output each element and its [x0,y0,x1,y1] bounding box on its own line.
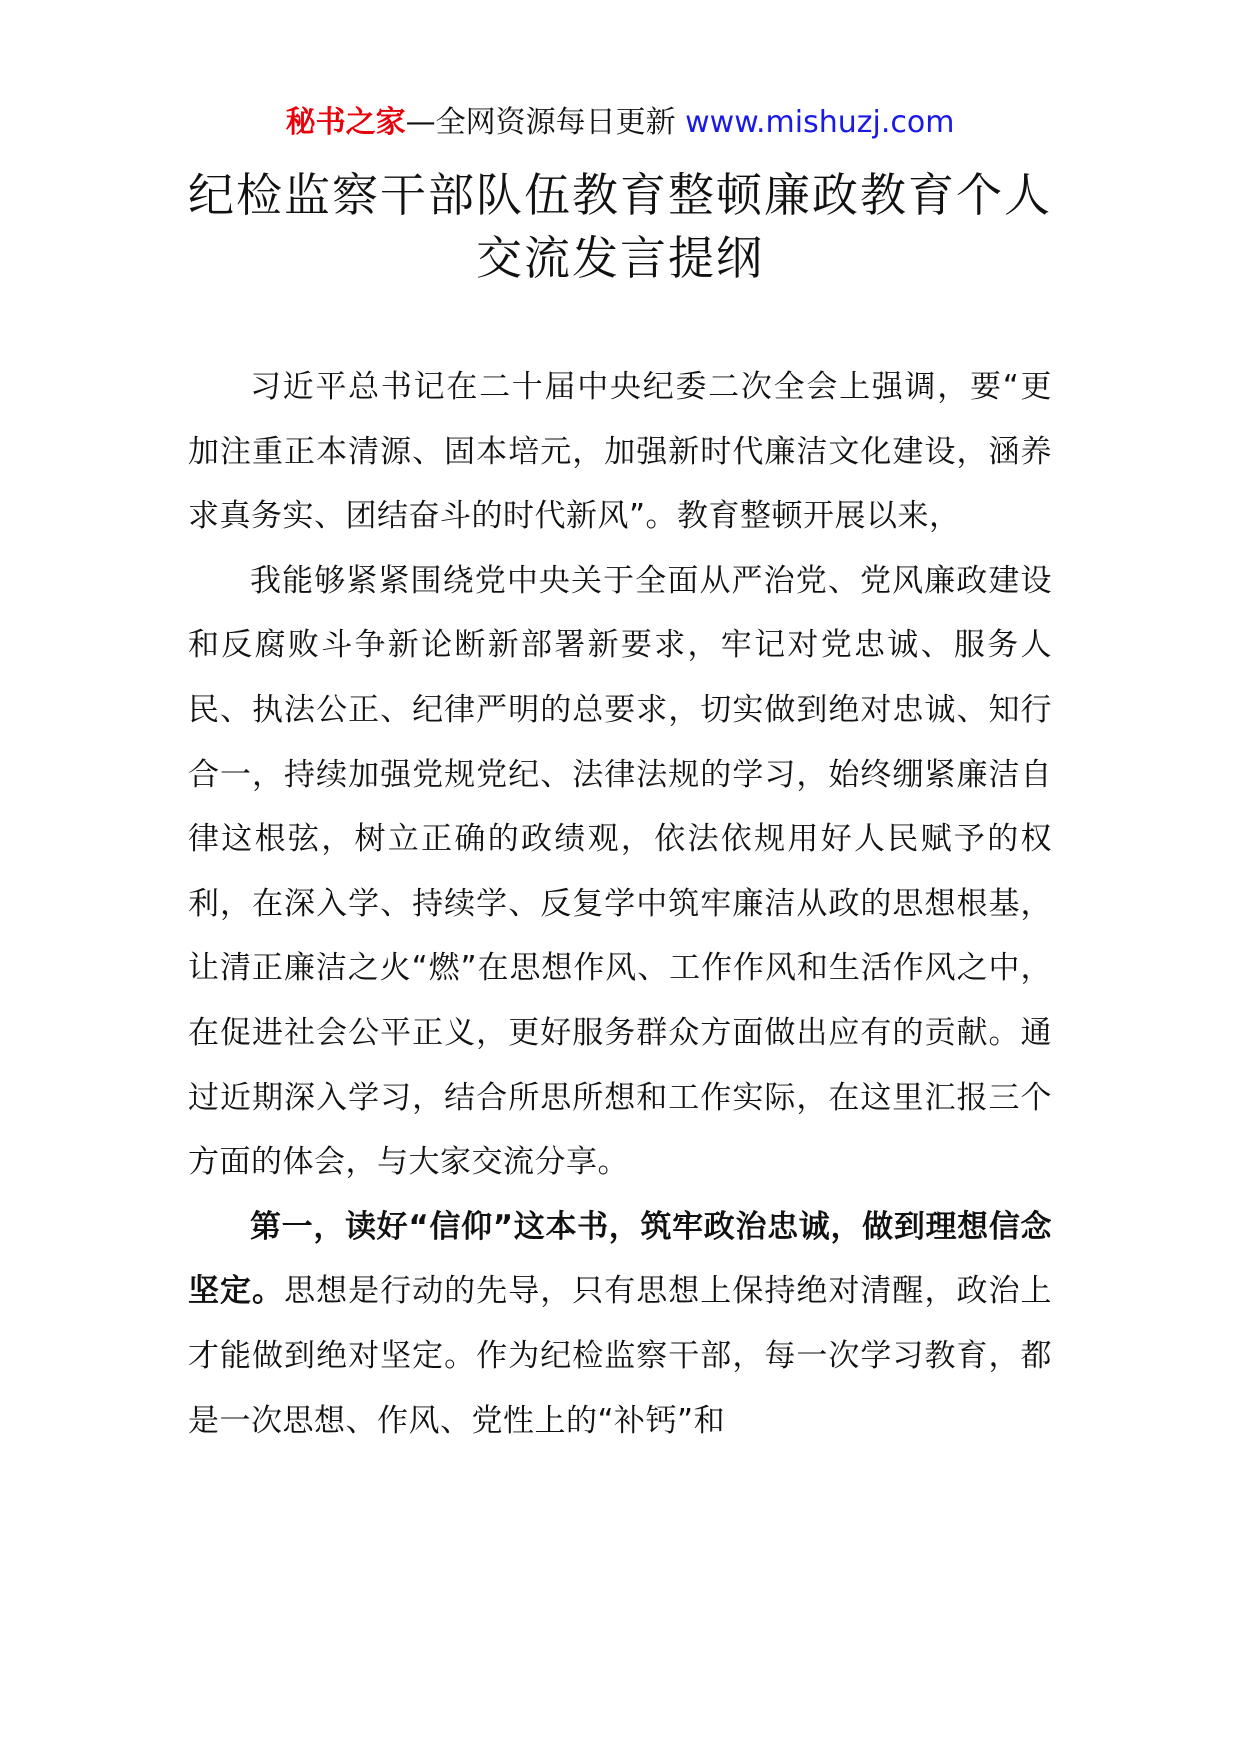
paragraph-section-1 [188,1195,1052,1453]
section-1-text: 思想是行动的先导，只有思想上保持绝对清醒，政治上才能做到绝对坚定。作为纪检监察干部，每一次学习教育，都是一次思想、作风、党性上的“补钙”和 [188,1273,1053,1439]
watermark-header [0,103,1240,143]
header-slogan: —全网资源每日更新 [405,105,686,140]
document-title [120,164,1120,290]
document-title-line-1: 纪检监察干部队伍教育整顿廉政教育个人 [188,168,1052,222]
header-brand: 秘书之家 [285,105,406,140]
document-body [188,355,1052,1453]
paragraph-main: 我能够紧紧围绕党中央关于全面从严治党、党风廉政建设和反腐败斗争新论断新部署新要求，牢记对党忠诚、服务人民、执法公正、纪律严明的总要求，切实做到绝对忠诚、知行合一，持续加强党规党纪、法律法规的学习，始终绷紧廉洁自律这根弦，树立正确的政绩观，依法依规用好人民赋予的权利，在深入学、持续学、反复学中筑牢廉洁从政的思想根基，让清正廉洁之火“燃”在思想作风、工作作风和生活作风之中，在促进社会公平正义，更好服务群众方面做出应有的贡献。通过近期深入学习，结合所思所想和工作实际，在这里汇报三个方面的体会，与大家交流分享。 [188,562,1052,1181]
header-site-url: www.mishuzj.com [685,105,955,140]
document-title-line-2: 交流发言提纲 [476,231,764,285]
section-1-heading: 第一，读好“信仰”这本书，筑牢政治忠诚，做到理想信念坚定。 [188,1208,1052,1310]
paragraph-intro: 习近平总书记在二十届中央纪委二次全会上强调，要“更加注重正本清源、固本培元，加强新时代廉洁文化建设，涵养求真务实、团结奋斗的时代新风”。教育整顿开展以来， [188,369,1052,535]
